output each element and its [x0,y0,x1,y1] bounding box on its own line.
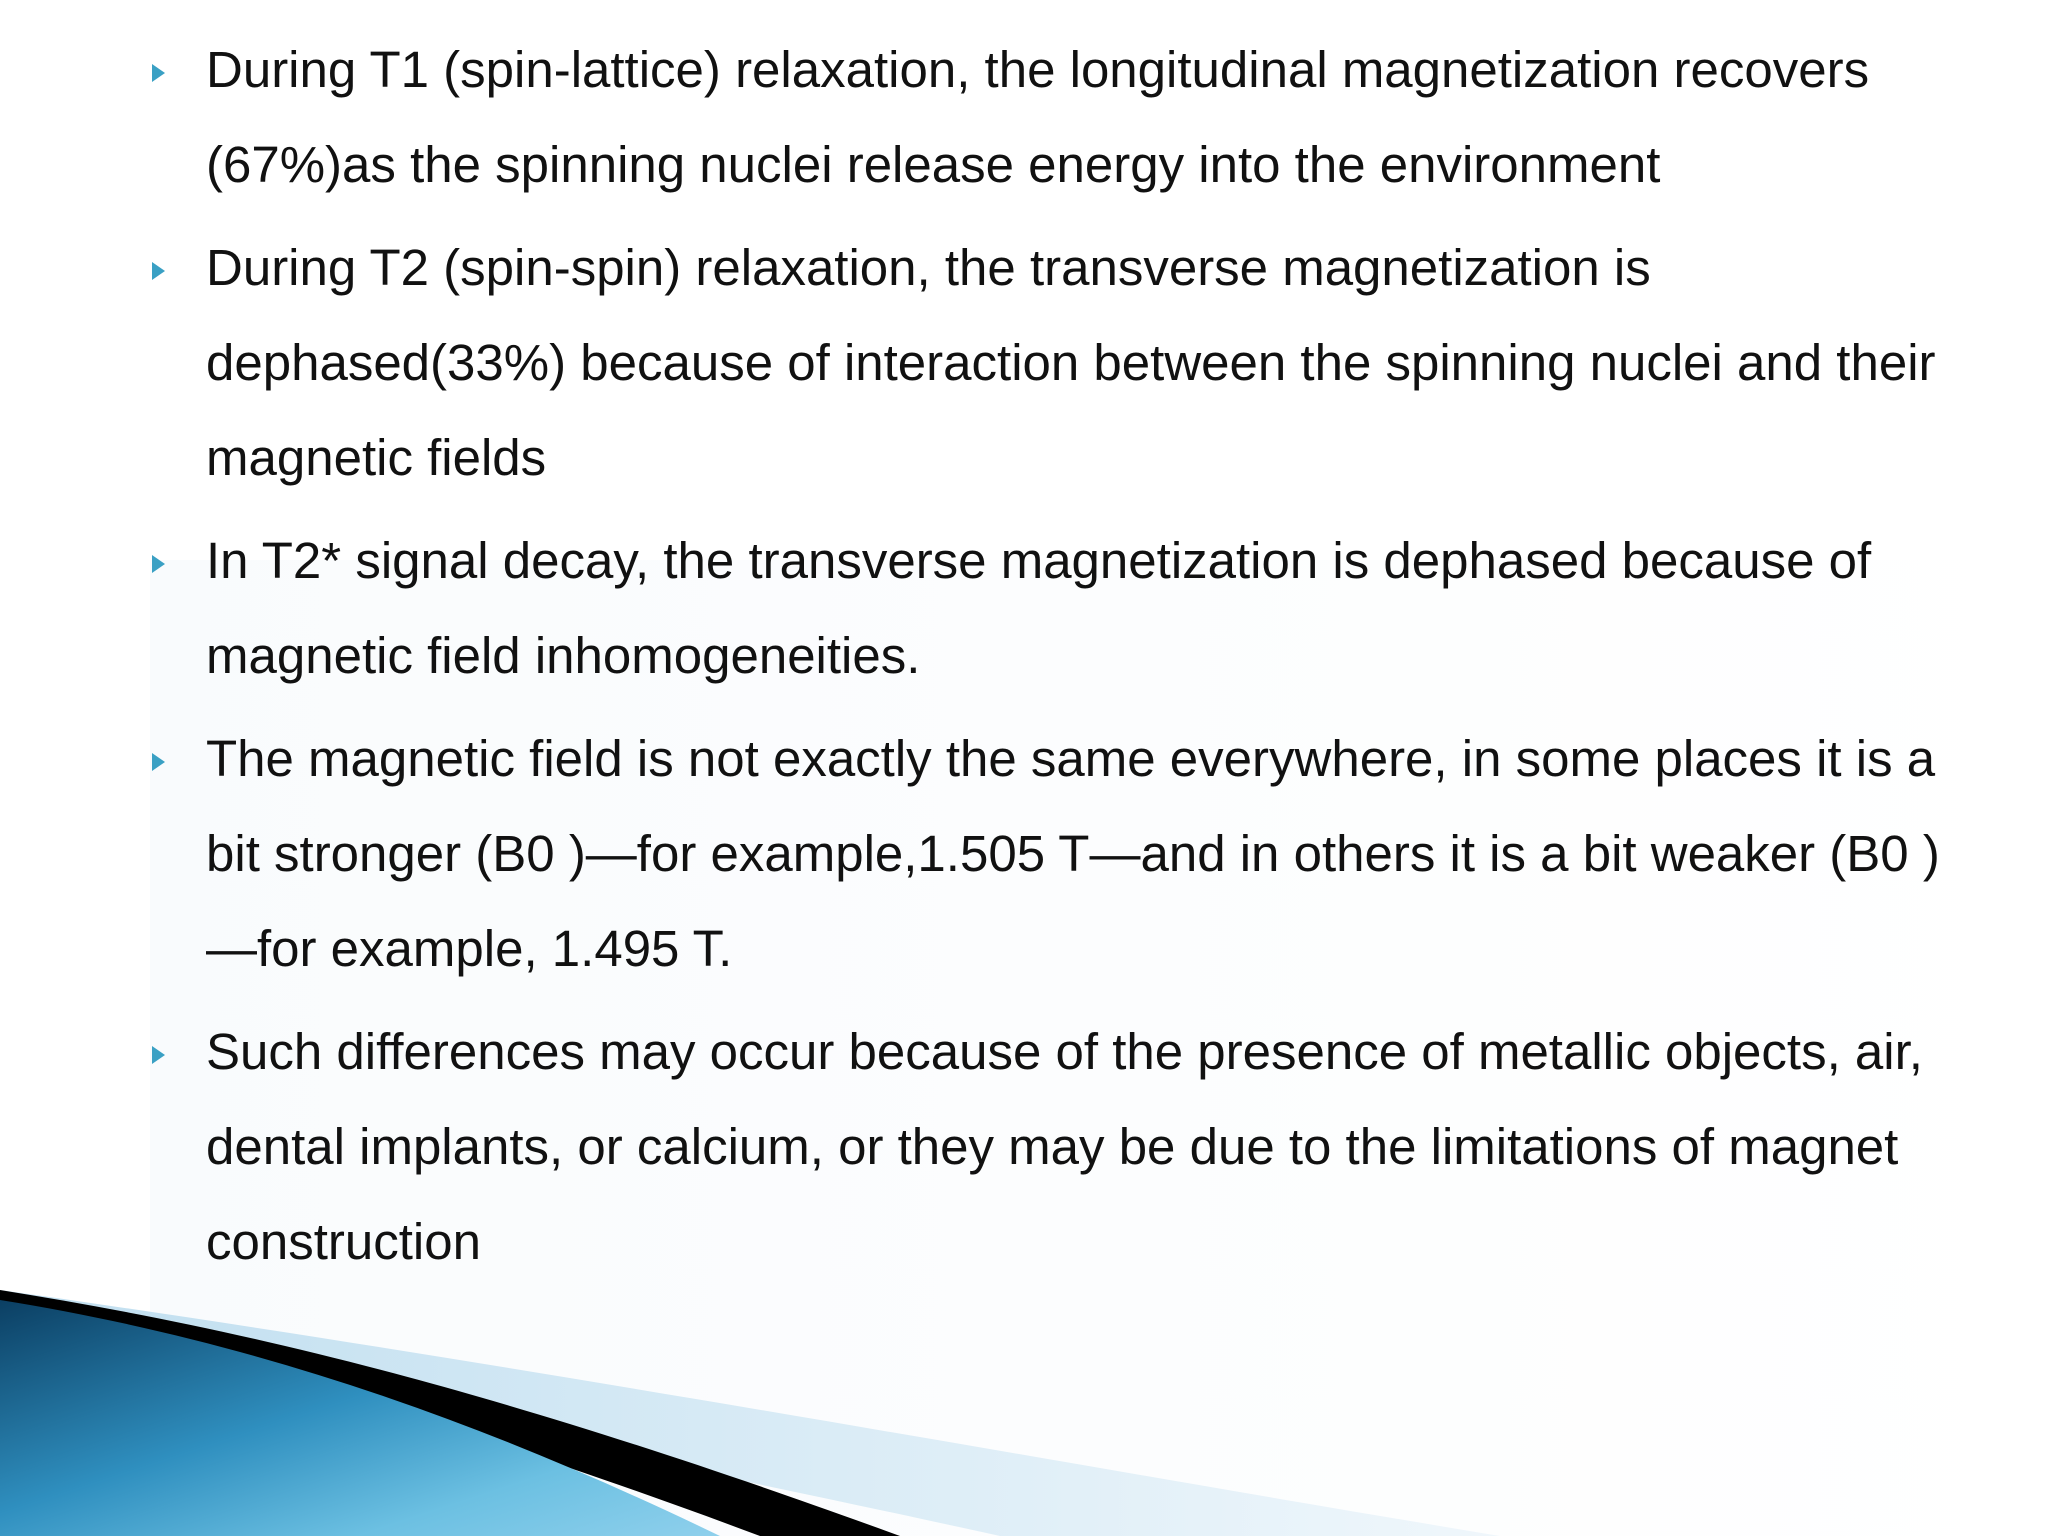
bullet-arrow-icon [152,262,165,280]
bullet-text: Such differences may occur because of the presence of metallic objects, air, dental implants, or calcium, or they may be due to the limitations of magnet construction [206,1023,1923,1270]
bullet-item [140,711,1960,996]
bullet-item [140,22,1960,212]
bullet-item [140,1004,1960,1289]
bullet-arrow-icon [152,1046,165,1064]
bullet-item [140,513,1960,703]
bullet-text: The magnetic field is not exactly the same everywhere, in some places it is a bit stronger (B0 )—for example,1.505 T—and in others it is a bit weaker (B0 )—for example, 1.495 T. [206,730,1940,977]
bullet-text: During T1 (spin-lattice) relaxation, the longitudinal magnetization recovers (67%)as the spinning nuclei release energy into the environment [206,41,1870,193]
bullet-arrow-icon [152,64,165,82]
bullet-text: During T2 (spin-spin) relaxation, the transverse magnetization is dephased(33%) because of interaction between the spinning nuclei and their magnetic fields [206,239,1936,486]
bullet-arrow-icon [152,555,165,573]
bullet-item [140,220,1960,505]
bullet-arrow-icon [152,753,165,771]
bullet-text: In T2* signal decay, the transverse magnetization is dephased because of magnetic field inhomogeneities. [206,532,1872,684]
bullet-list [140,22,1960,1297]
